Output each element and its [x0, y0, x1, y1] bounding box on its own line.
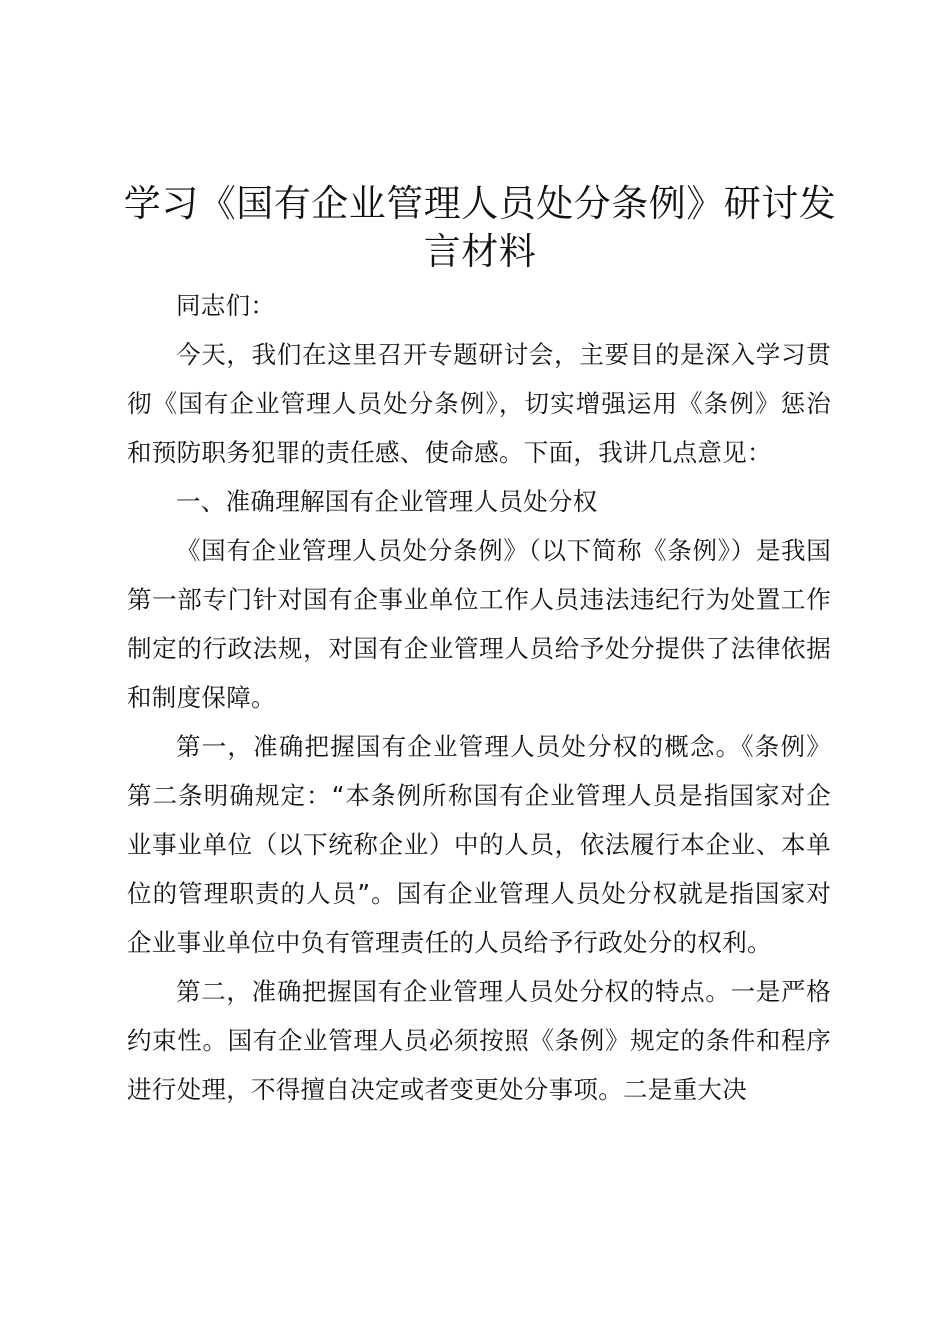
paragraph-regulation-overview: 《国有企业管理人员处分条例》（以下简称《条例》）是我国第一部专门针对国有企事业单位工作人员违法违纪行为处置工作制定的行政法规，对国有企业管理人员给予处分提供了法律依据和制度保障。	[127, 536, 831, 712]
paragraph-intro: 今天，我们在这里召开专题研讨会，主要目的是深入学习贯彻《国有企业管理人员处分条例》，切实增强运用《条例》惩治和预防职务犯罪的责任感、使命感。下面，我讲几点意见：	[127, 340, 831, 467]
salutation: 同志们：	[176, 291, 276, 320]
section-heading-1: 一、准确理解国有企业管理人员处分权	[176, 487, 598, 516]
paragraph-point-one: 第一，准确把握国有企业管理人员处分权的概念。《条例》第二条明确规定：“本条例所称国有企业管理人员是指国家对企业事业单位（以下统称企业）中的人员，依法履行本企业、本单位的管理职责的人员”。国有企业管理人员处分权就是指国家对企业事业单位中负有管理责任的人员给予行政处分的权利。	[127, 732, 831, 957]
document-body	[127, 281, 831, 1114]
paragraph-point-two: 第二，准确把握国有企业管理人员处分权的特点。一是严格约束性。国有企业管理人员必须按照《条例》规定的条件和程序进行处理，不得擅自决定或者变更处分事项。二是重大决	[127, 977, 831, 1104]
document-title: 学习《国有企业管理人员处分条例》研讨发言材料	[123, 182, 837, 273]
